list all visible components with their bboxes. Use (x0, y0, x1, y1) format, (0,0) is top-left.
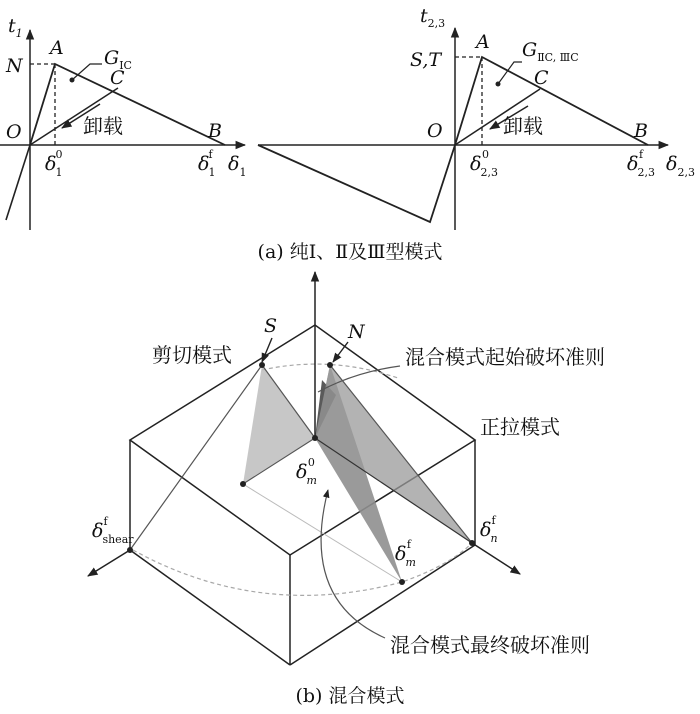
shear-criterion-line-1 (130, 365, 262, 550)
y-axis-label: $t_{2,3}$ (420, 5, 446, 30)
peak-value-label: N (6, 55, 23, 77)
peak-point-label: A (476, 31, 490, 53)
peak-value-label: S,T (410, 49, 442, 71)
energy-label: $G_{ⅠC}$ (104, 47, 132, 72)
energy-label: $G_{ⅡC, ⅢC}$ (522, 39, 579, 64)
point-dshear (127, 547, 133, 553)
shear-mode-label: 剪切模式 (152, 343, 232, 367)
point-shear-mid (240, 481, 246, 487)
origin-label: O (6, 121, 22, 143)
panel-b (88, 272, 605, 665)
point-dn (469, 540, 475, 546)
unload-text: 卸载 (503, 114, 543, 138)
panel-a-right (258, 5, 695, 230)
peak-point-label: A (50, 37, 64, 59)
point-dmf (399, 579, 405, 585)
initiation-criterion-label: 混合模式起始破坏准则 (405, 345, 605, 369)
tension-axis-arrow (472, 543, 520, 574)
energy-dot (496, 82, 501, 87)
point-N (327, 362, 333, 368)
n-pointer (333, 342, 348, 362)
energy-leader (72, 64, 102, 80)
box-edge-bottom-left (130, 550, 290, 665)
delta0-label: δ10 (45, 148, 63, 179)
s-label: S (264, 315, 278, 337)
shear-axis-arrow (88, 550, 130, 576)
unload-point-label: C (534, 67, 549, 89)
x-axis-label: $\delta_{2,3}$ (666, 153, 695, 179)
delta0-label: δ2,30 (470, 148, 498, 179)
energy-dot (70, 78, 75, 83)
traction-curve (30, 64, 225, 145)
point-S (259, 362, 265, 368)
s-pointer (262, 338, 272, 362)
dn-label: δnf (480, 514, 498, 545)
deltaf-label: δ2,3f (627, 148, 655, 179)
panel-b-caption: (b) 混合模式 (295, 685, 405, 707)
compression-line (6, 145, 30, 220)
point-dm0 (312, 435, 318, 441)
dashed-curve-bottom (133, 543, 472, 595)
dmf-label: δmf (395, 538, 416, 569)
unload-point-label: C (110, 67, 125, 89)
deltaf-label: δ1f (198, 148, 216, 179)
dshear-label: δshearf (92, 515, 134, 546)
traction-curve (455, 57, 648, 145)
panel-a-left (0, 15, 246, 230)
end-point-label: B (634, 120, 648, 142)
negative-branch (258, 145, 455, 222)
origin-label: O (427, 120, 443, 142)
x-axis-label: $\delta_1$ (228, 153, 247, 179)
tension-mode-label: 正拉模式 (480, 415, 560, 439)
energy-leader (498, 62, 522, 84)
panel-a-caption: (a) 纯Ⅰ、Ⅱ及Ⅲ型模式 (257, 241, 443, 263)
final-criterion-label: 混合模式最终破坏准则 (390, 633, 590, 657)
unload-text: 卸载 (83, 114, 123, 138)
dm0-label: δm0 (296, 456, 317, 487)
n-label: N (348, 321, 365, 343)
y-axis-label: $t_1$ (8, 15, 23, 40)
end-point-label: B (208, 120, 222, 142)
